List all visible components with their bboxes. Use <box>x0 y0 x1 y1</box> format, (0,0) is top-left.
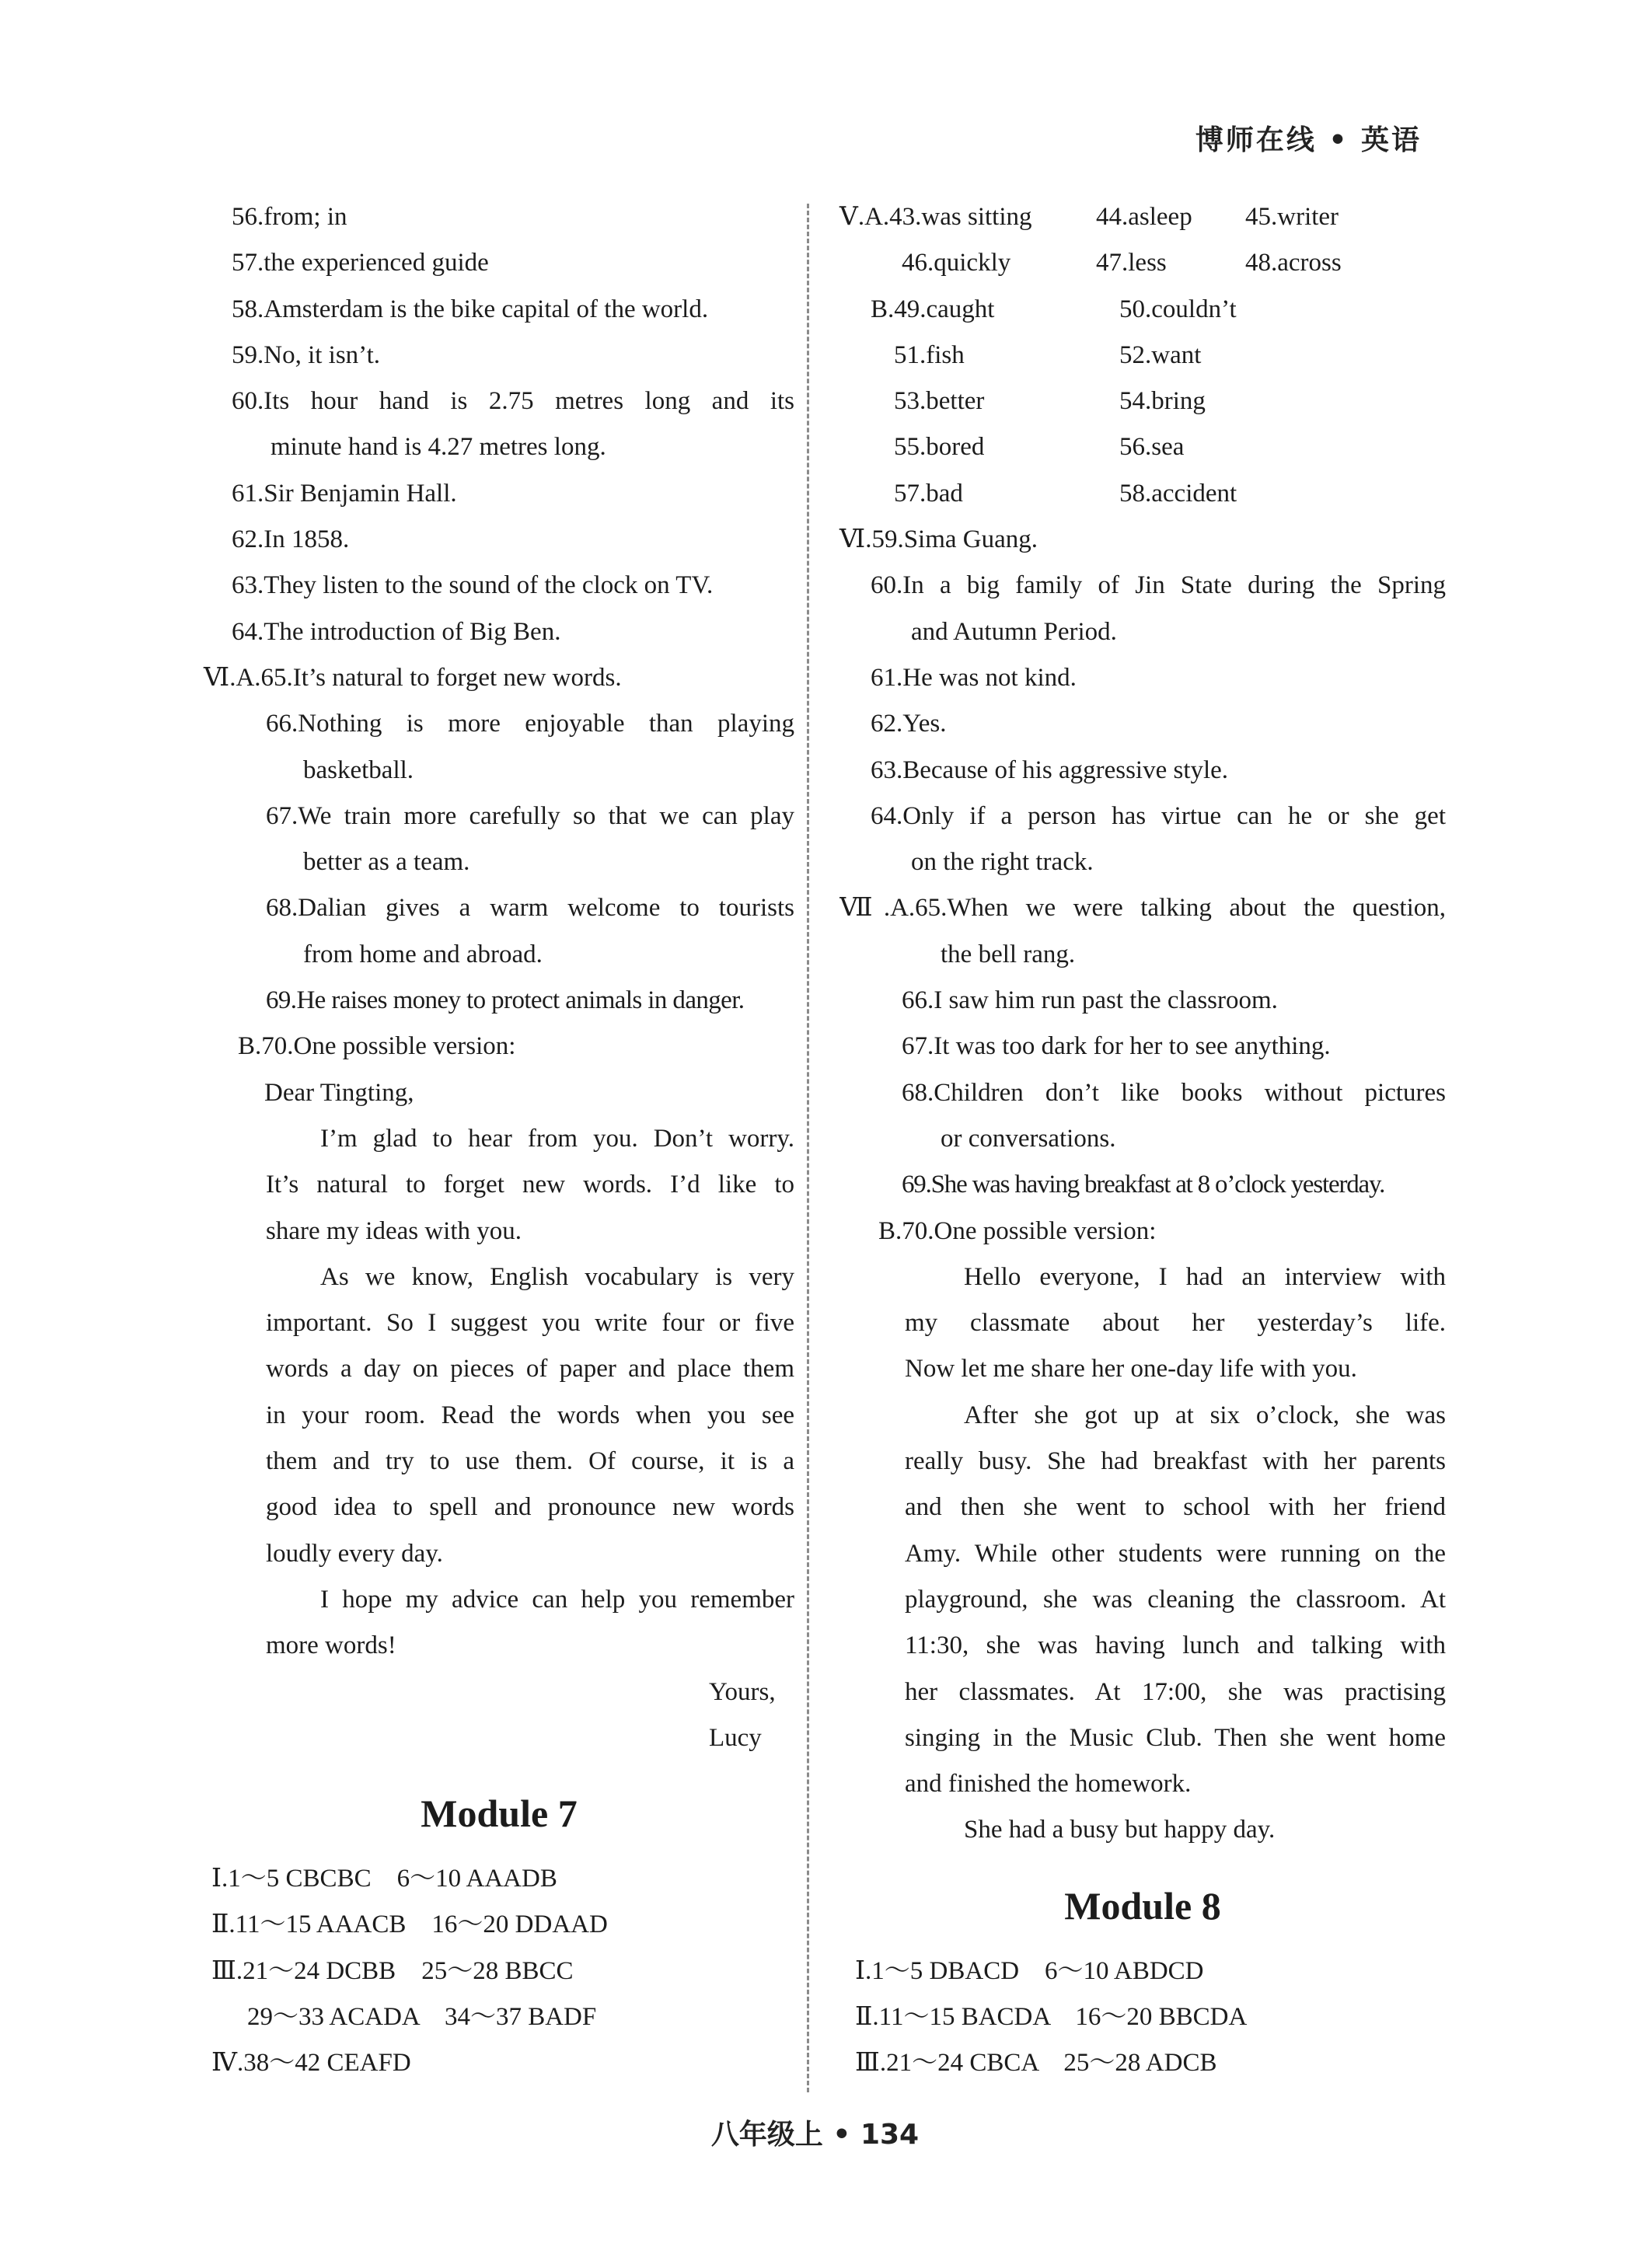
section-heading: Ⅶ.A.65.When we were talking about the question, <box>839 894 1446 923</box>
answer-row <box>839 424 1446 470</box>
answer-cell: 58.accident <box>1119 479 1237 508</box>
answer-line: basketball. <box>303 755 414 784</box>
answer-line: 66.Nothing is more enjoyable than playing <box>266 710 794 738</box>
answer-key-line: Ⅲ.21～24 DCBB 25～28 BBCC <box>211 1956 574 1985</box>
answer-key-line: Ⅲ.21～24 CBCA 25～28 ADCB <box>855 2049 1217 2078</box>
answer-row <box>839 471 1446 517</box>
answer-cell: 44.asleep <box>1096 203 1192 231</box>
module-title: Module 8 <box>1064 1883 1221 1928</box>
letter-line: share my ideas with you. <box>266 1216 522 1245</box>
running-header: 博师在线 • 英语 <box>1195 124 1422 156</box>
page-footer: 八年级上 • 134 <box>710 2119 920 2151</box>
answer-row <box>839 333 1446 379</box>
letter-line: important. So I suggest you write four or five <box>266 1309 794 1338</box>
essay-line: her classmates. At 17:00, she was practising <box>905 1677 1446 1706</box>
right-column <box>839 194 1446 2087</box>
answer-line: 58.Amsterdam is the bike capital of the world. <box>232 295 709 323</box>
answer-line: 59.No, it isn’t. <box>232 340 380 369</box>
essay-line: my classmate about her yesterday’s life. <box>905 1309 1446 1338</box>
essay-line: After she got up at six o’clock, she was <box>964 1401 1446 1429</box>
answer-line: on the right track. <box>911 848 1094 877</box>
letter-line: in your room. Read the words when you see <box>266 1401 794 1429</box>
answer-line: minute hand is 4.27 metres long. <box>271 433 606 462</box>
section-heading: B.70.One possible version: <box>878 1216 1157 1245</box>
answer-line: 68.Children don’t like books without pictures <box>902 1078 1446 1107</box>
answer-line: 60.In a big family of Jin State during the Spring <box>871 571 1446 600</box>
answer-line: 64.The introduction of Big Ben. <box>232 617 561 646</box>
answer-cell: 48.across <box>1245 249 1342 277</box>
left-column <box>204 194 794 2087</box>
answer-row <box>839 194 1446 240</box>
answer-cell: 55.bored <box>894 433 985 462</box>
answer-line: the bell rang. <box>941 940 1076 968</box>
answer-cell: 57.bad <box>894 479 963 508</box>
letter-signature: Lucy <box>709 1723 762 1752</box>
answer-line: and Autumn Period. <box>911 617 1117 646</box>
letter-salutation: Dear Tingting, <box>264 1078 414 1107</box>
answer-line: 68.Dalian gives a warm welcome to tourists <box>266 894 794 923</box>
answer-line: from home and abroad. <box>303 940 543 968</box>
answer-row <box>839 287 1446 333</box>
answer-line: 69.She was having breakfast at 8 o’clock yesterday. <box>902 1171 1385 1199</box>
answer-row <box>839 379 1446 424</box>
answer-key-line: Ⅳ.38～42 CEAFD <box>211 2049 411 2078</box>
answer-cell: 53.better <box>894 387 985 416</box>
answer-cell: Ⅴ.A.43.was sitting <box>839 203 1032 231</box>
answer-line: 62.Yes. <box>871 710 947 738</box>
letter-line: I’m glad to hear from you. Don’t worry. <box>320 1124 794 1153</box>
essay-line: really busy. She had breakfast with her parents <box>905 1447 1446 1476</box>
answer-key-line: Ⅱ.11～15 AAACB 16～20 DDAAD <box>211 1910 608 1939</box>
essay-line: and finished the homework. <box>905 1770 1192 1799</box>
essay-line: 11:30, she was having lunch and talking with <box>905 1631 1446 1660</box>
letter-line: As we know, English vocabulary is very <box>320 1262 794 1291</box>
answer-cell: 52.want <box>1119 340 1202 369</box>
letter-line: It’s natural to forget new words. I’d like to <box>266 1171 794 1199</box>
answer-cell: 51.fish <box>894 340 965 369</box>
module-title: Module 7 <box>421 1792 578 1836</box>
answer-line: 67.It was too dark for her to see anything. <box>902 1032 1331 1061</box>
essay-line: singing in the Music Club. Then she went home <box>905 1723 1446 1752</box>
essay-line: She had a busy but happy day. <box>964 1816 1276 1844</box>
answer-key-line: Ⅰ.1～5 CBCBC 6～10 AAADB <box>211 1865 557 1893</box>
essay-line: Now let me share her one-day life with you. <box>905 1355 1357 1383</box>
answer-line: 67.We train more carefully so that we can play <box>266 801 794 830</box>
answer-line: 62.In 1858. <box>232 525 350 554</box>
answer-line: 61.Sir Benjamin Hall. <box>232 479 457 508</box>
section-heading: B.70.One possible version: <box>238 1032 516 1061</box>
answer-line: better as a team. <box>303 848 470 877</box>
letter-line: good idea to spell and pronounce new words <box>266 1493 794 1522</box>
section-heading: Ⅵ.A.65.It’s natural to forget new words. <box>204 663 622 692</box>
letter-line: more words! <box>266 1631 396 1660</box>
answer-line: 69.He raises money to protect animals in danger. <box>266 986 745 1015</box>
letter-line: them and try to use them. Of course, it is a <box>266 1447 794 1476</box>
answer-line: 66.I saw him run past the classroom. <box>902 986 1278 1015</box>
section-heading: Ⅵ.59.Sima Guang. <box>839 525 1038 554</box>
letter-line: words a day on pieces of paper and place them <box>266 1355 794 1383</box>
answer-line: 56.from; in <box>232 203 347 231</box>
answer-line: 57.the experienced guide <box>232 249 489 277</box>
answer-line: 60.Its hour hand is 2.75 metres long and its <box>232 387 794 416</box>
letter-line: loudly every day. <box>266 1539 443 1568</box>
essay-line: and then she went to school with her friend <box>905 1493 1446 1522</box>
answer-cell: 47.less <box>1096 249 1167 277</box>
essay-line: playground, she was cleaning the classroom. At <box>905 1585 1446 1614</box>
letter-closing: Yours, <box>709 1677 776 1706</box>
answer-cell: 46.quickly <box>902 249 1011 277</box>
essay-line: Hello everyone, I had an interview with <box>964 1262 1446 1291</box>
answer-key-line: Ⅱ.11～15 BACDA 16～20 BBCDA <box>855 2002 1248 2031</box>
answer-cell: 45.writer <box>1245 203 1339 231</box>
answer-line: 61.He was not kind. <box>871 663 1077 692</box>
answer-key-line: 29～33 ACADA 34～37 BADF <box>247 2002 597 2031</box>
answer-cell: 56.sea <box>1119 433 1185 462</box>
answer-line: 63.Because of his aggressive style. <box>871 755 1229 784</box>
answer-line: 63.They listen to the sound of the clock on TV. <box>232 571 714 600</box>
column-divider <box>807 204 809 2092</box>
answer-row <box>839 240 1446 286</box>
answer-line: 64.Only if a person has virtue can he or she get <box>871 801 1446 830</box>
answer-cell: 50.couldn’t <box>1119 295 1237 323</box>
essay-line: Amy. While other students were running on the <box>905 1539 1446 1568</box>
answer-cell: 54.bring <box>1119 387 1206 416</box>
letter-line: I hope my advice can help you remember <box>320 1585 794 1614</box>
answer-key-line: Ⅰ.1～5 DBACD 6～10 ABDCD <box>855 1956 1204 1985</box>
answer-line: or conversations. <box>941 1124 1116 1153</box>
answer-cell: B.49.caught <box>871 295 995 323</box>
